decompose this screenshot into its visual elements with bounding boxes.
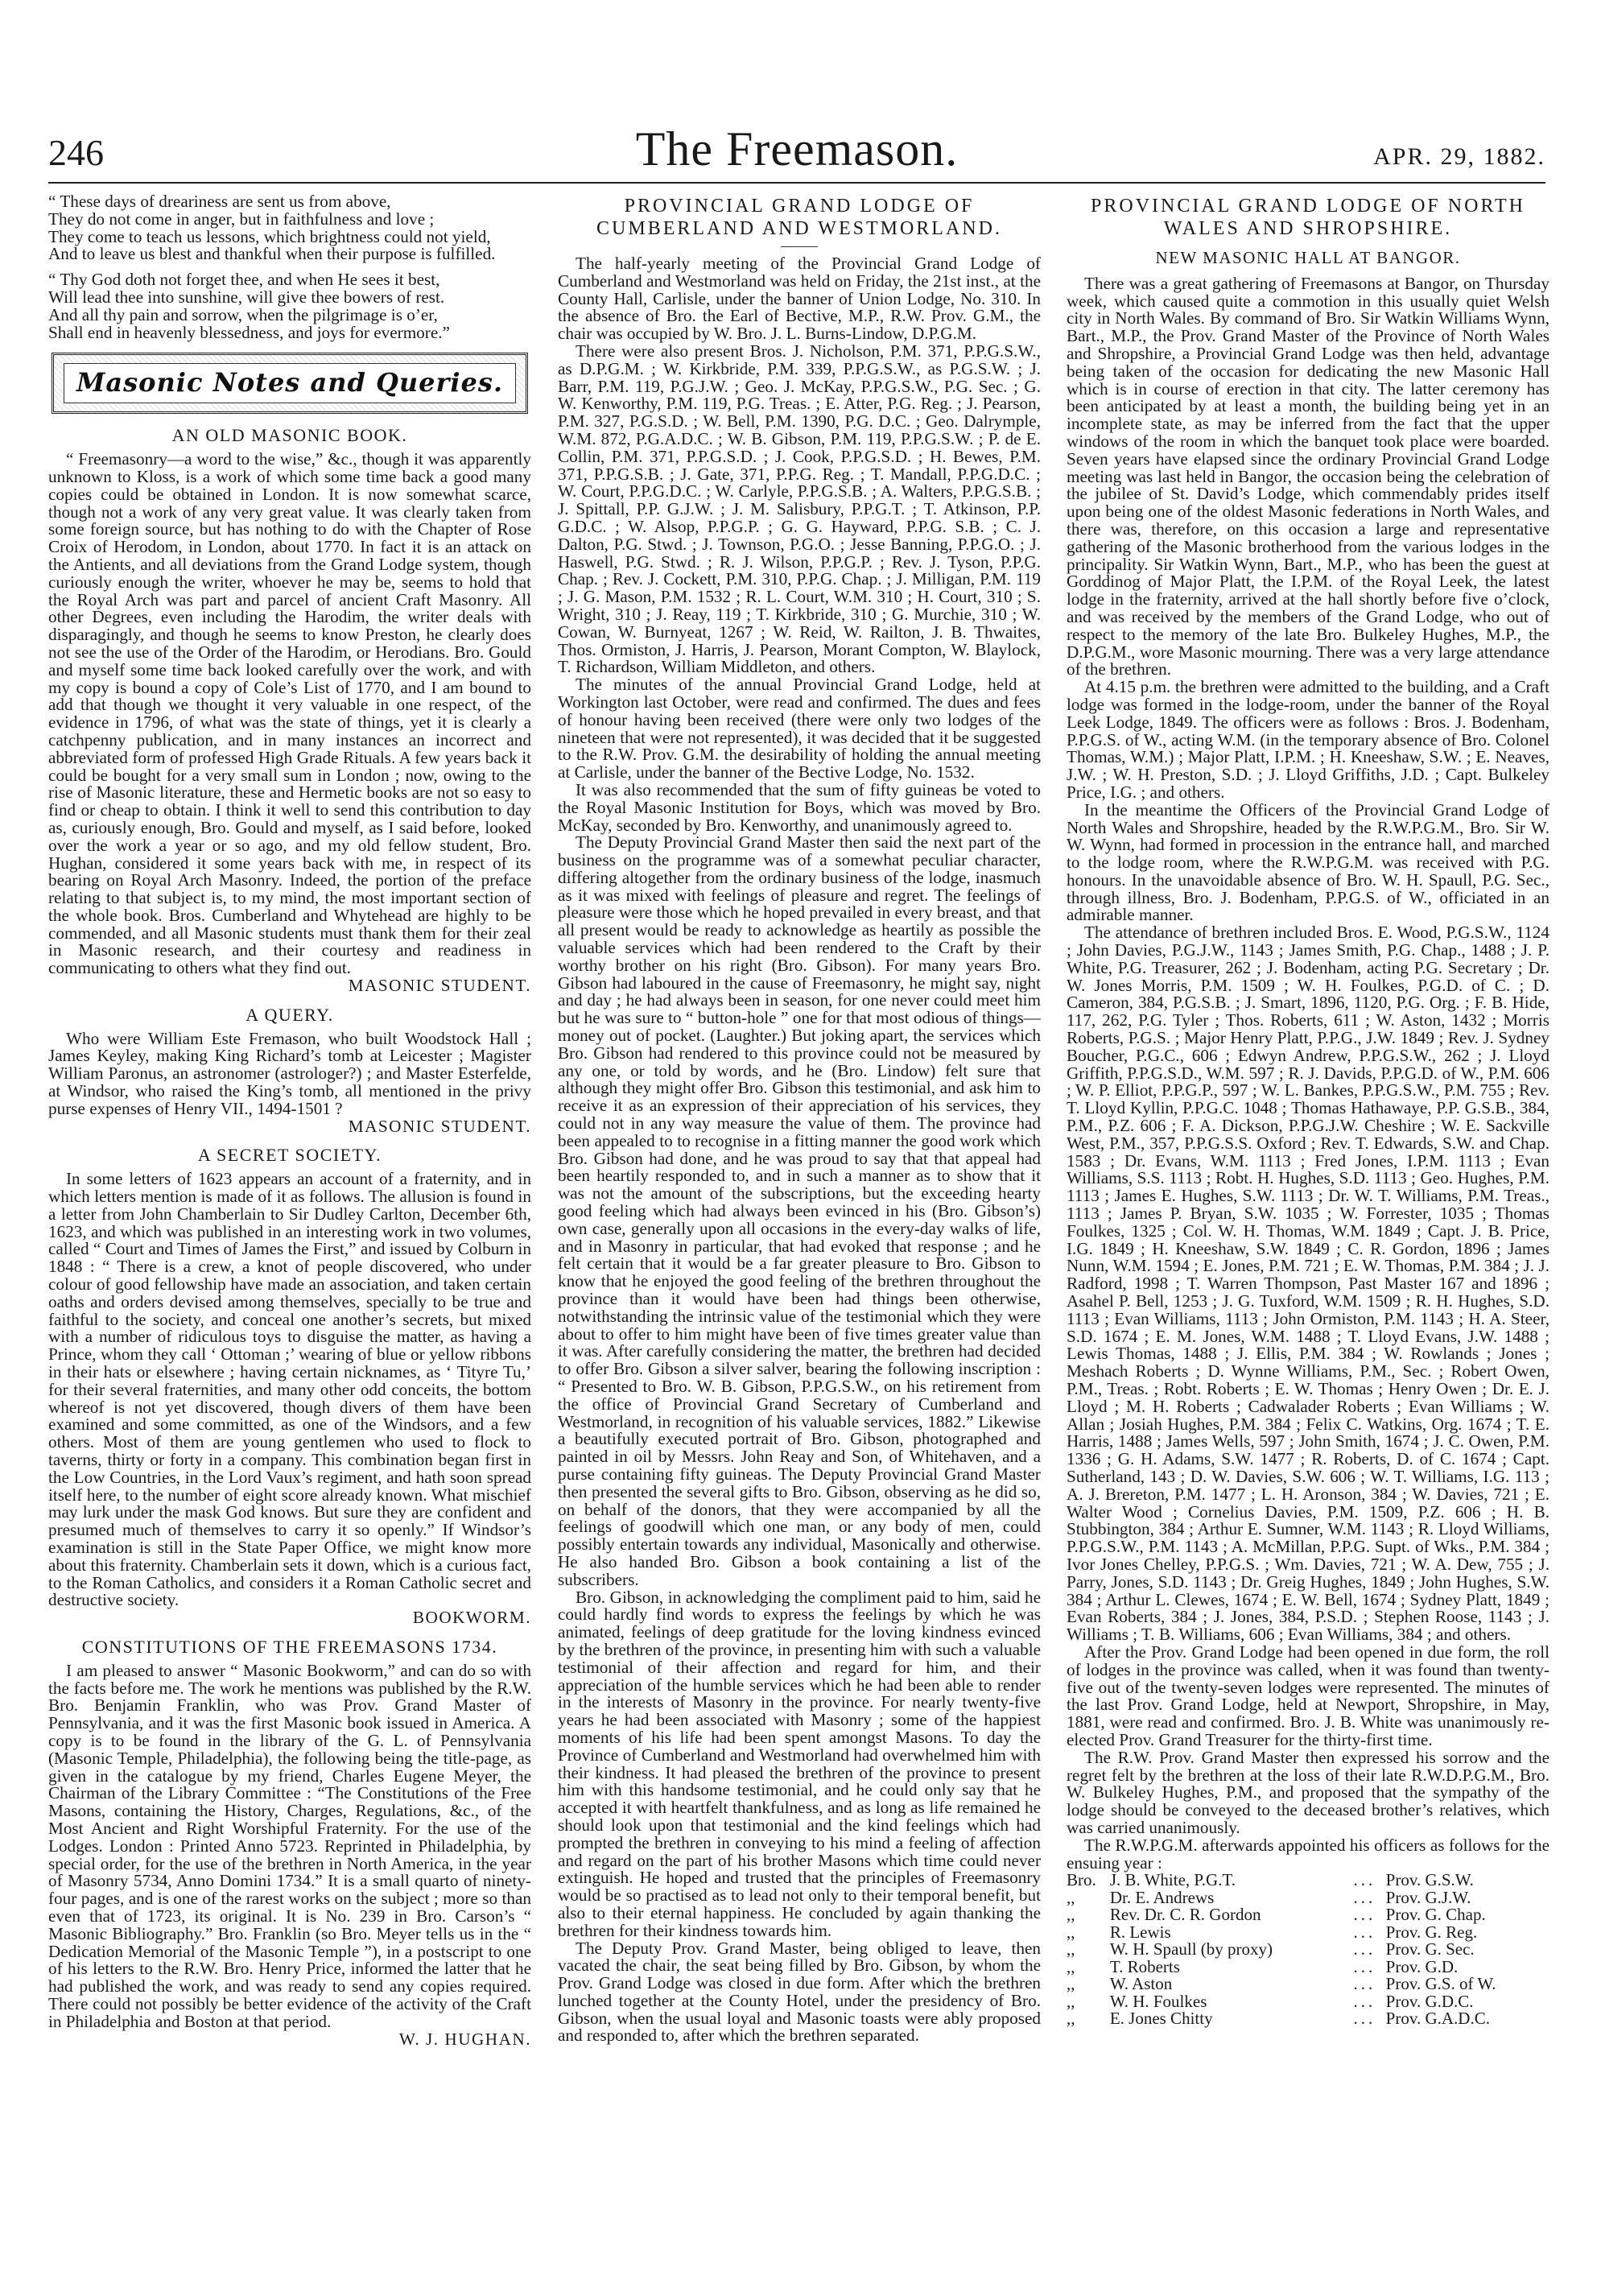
article-paragraph: There was a great gathering of Freemasons at Bangor, on Thursday week, which caused quite a commotion in this usually quiet Welsh city in North Wales. By command of Bro. Sir Watkin Williams Wynn, Bart., M.P., the Prov. Grand Master of the Province of North Wales and Shropshire, a Provincial Grand Lodge was then held, advantage being taken of the occasion for dedicating the new Masonic Hall which is in course of erection in that city. The latter ceremony has been anticipated by at least a month, the building being yet in an incomplete state, as may be inferred from the fact that the upper windows of the room in which the banquet took place were boarded. Seven years have elapsed since the ordinary Provincial Grand Lodge meeting was last held in Bangor, the occasion being the celebration of the jubilee of St. David’s Lodge, which commendably prides itself upon being one of the oldest Masonic federations in North Wales, and there was, therefore, on this occasion a large and representative gathering of the Masonic brotherhood from the various lodges in the principality. Sir Watkin Wynn, Bart., M.P., who has been the guest at Gorddinog of Major Platt, the I.P.M. of the Royal Leek, the latest lodge in the fraternity, arrived at the hall shortly before five o’clock, and was received by the members of the Grand Lodge, who out of respect to the memory of the late Bro. Bulkeley Hughes, M.P., the D.P.G.M., wore Masonic mourning. There was a very large attendance of the brethren. xyxy=(1067,273,1549,679)
officer-office: Prov. G. Reg. xyxy=(1385,1922,1478,1942)
article-heading: PROVINCIAL GRAND LODGE OF CUMBERLAND AND WESTMORLAND. xyxy=(596,196,1002,239)
poem-line: And all thy pain and sorrow, when the pilgrimage is o’er, xyxy=(48,304,438,324)
officer-office: Prov. G.D. xyxy=(1385,1956,1459,1976)
officer-office: Prov. G. Chap. xyxy=(1385,1905,1486,1925)
article-paragraph: The attendance of brethren included Bros. E. Wood, P.G.S.W., 1124 ; John Davies, P.G.J.W., 1143 ; James Smith, P.G. Chap., 1488 ; J. P. White, P.G. Treasurer, 262 ; J. Bodenham, acting P.G. Secretary ; Dr. W. Jones Morris, P.M. 1509 ; W. H. Foulkes, P.G.D. of C. ; D. Cameron, 384, P.G.S.B. ; J. Smart, 1896, 1120, P.G. Org. ; F. B. Hide, 117, 262, P.G. Tyler ; Thos. Roberts, 611 ; W. Aston, 1432 ; Morris Roberts, P.G.S. ; Major Henry Platt, P.P.G., J.W. 1849 ; Rev. J. Sydney Boucher, P.G.C., 606 ; Edwyn Andrew, P.P.G.S.W., 262 ; J. Lloyd Griffith, P.P.G.S.D., W.M. 597 ; R. J. Davids, P.P.G.D. of W., P.M. 606 ; W. P. Elliot, P.P.G.P., 597 ; W. L. Bankes, P.P.G.S.W., P.M. 755 ; Rev. T. Lloyd Kyllin, P.P.G.C. 1048 ; Thomas Hathawaye, P.P. G.S.B., 384, P.M., P.Z. 606 ; F. A. Dickson, P.P.G.J.W. Cheshire ; W. E. Sackville West, P.M., 357, P.P.G.S.S. Oxford ; Rev. T. Edwards, S.W. and Chap. 1583 ; Dr. Evans, W.M. 1113 ; Fred Jones, I.P.M. 1113 ; Evan Williams, S.S. 1113 ; Robt. H. Hughes, S.D. 1113 ; Geo. Hughes, P.M. 1113 ; James E. Hughes, S.W. 1113 ; Dr. W. T. Williams, P.M. Treas., 1113 ; James P. Bryan, S.W. 1035 ; W. Forrester, 1035 ; Thomas Foulkes, 1325 ; Col. W. H. Thomas, W.M. 1849 ; Capt. J. B. Price, I.G. 1849 ; H. Kneeshaw, S.W. 1849 ; C. R. Gordon, 1896 ; James Nunn, W.M. 1594 ; E. Jones, P.M. 721 ; E. W. Thomas, P.M. 384 ; J. J. Radford, 1998 ; T. Warren Thompson, Past Master 167 and 1896 ; Asahel P. Bell, 1253 ; J. G. Tuxford, W.M. 1509 ; R. H. Hughes, S.D. 1113 ; Evan Williams, 1113 ; John Ormiston, P.M. 1143 ; H. A. Steer, S.D. 1674 ; E. M. Jones, W.M. 1488 ; T. Lloyd Evans, J.W. 1488 ; Lewis Thomas, 1488 ; J. Ellis, P.M. 384 ; W. Rowlands ; Jones ; Meshach Roberts ; D. Wynne Williams, P.M., Sec. ; Robert Owen, P.M., Treas. ; Robt. Roberts ; E. W. Thomas ; Henry Owen ; Dr. E. J. Lloyd ; M. H. Roberts ; Cadwalader Roberts ; Evan Williams ; W. Allan ; Josiah Hughes, P.M. 384 ; Felix C. Watkins, Org. 1674 ; T. E. Harris, 1488 ; James Wells, 597 ; John Smith, 1674 ; J. C. Owen, P.M. 1336 ; G. H. Adams, S.W. 1477 ; R. Roberts, D. of C. 1674 ; Capt. Sutherland, 143 ; D. W. Davies, S.W. 606 ; W. T. Williams, I.G. 113 ; A. J. Brereton, P.M. 1477 ; L. H. Aronson, 384 ; W. Davies, 721 ; E. Walter Wood ; Cornelius Davies, P.M. 1509, P.Z. 606 ; H. B. Stubbington, 384 ; Arthur E. Sumner, W.M. 1143 ; R. Lloyd Williams, P.P.G.S.W., P.M. 1143 ; A. McMillan, P.P.G. Supt. of Wks., P.M. 384 ; Ivor Jones Chelley, P.P.G.S. ; Wm. Davies, 721 ; W. A. Dew, 755 ; J. Parry, Jones, S.D. 1143 ; Dr. Greig Hughes, 1849 ; John Hughes, S.W. 384 ; Arthur L. Clewes, 1674 ; E. W. Bell, 1674 ; Sydney Platt, 1849 ; Evan Roberts, 384 ; J. Jones, 384, P.S.D. ; Stephen Roose, 1143 ; J. Williams ; T. B. Williams, 606 ; Evan Williams, 384 ; and others. xyxy=(1067,923,1549,1645)
article-heading: A SECRET SOCIETY. xyxy=(197,1145,382,1166)
article-heading: CONSTITUTIONS OF THE FREEMASONS 1734. xyxy=(81,1636,498,1657)
column-2 xyxy=(558,193,1041,2254)
table-row: ,, Rev. Dr. C. R. Gordon ... Prov. G. Chap. xyxy=(1067,1906,1549,1924)
article-paragraph: The minutes of the annual Provincial Grand Lodge, held at Workington last October, were read and confirmed. The dues and fees of honour having been received (there were only two lodges of the nineteen that were not represented), it was decided that it be suggested to the R.W. Prov. G.M. the desirability of holding the annual meeting at Carlisle, under the banner of the Bective Lodge, No. 1532. xyxy=(558,675,1041,783)
article-paragraph: After the Prov. Grand Lodge had been opened in due form, the roll of lodges in the province was called, when it was found than twenty-five out of the twenty-seven lodges were represented. The minutes of the last Prov. Grand Lodge, held at Newport, Shropshire, in May, 1881, were read and confirmed. Bro. J. B. White was unanimously re-elected Prov. Grand Treasurer for the thirty-first time. xyxy=(1067,1641,1549,1749)
column-1 xyxy=(48,193,531,2254)
table-row: ,, T. Roberts ... Prov. G.D. xyxy=(1067,1959,1549,1976)
article-paragraph: At 4.15 p.m. the brethren were admitted to the building, and a Craft lodge was formed in the lodge-room, under the banner of the Royal Leek Lodge, 1849. The officers were as follows : Bros. J. Bodenham, P.P.G.S. of W., acting W.M. (in the temporary absence of Bro. Colonel Thomas, W.M.) ; Major Platt, I.P.M. ; H. Kneeshaw, S.W. ; E. Neaves, J.W. ; W. H. Preston, S.D. ; J. Lloyd Griffiths, J.D. ; Capt. Bulkeley Price, I.G. ; and others. xyxy=(1067,677,1549,802)
article-paragraph: The half-yearly meeting of the Provincial Grand Lodge of Cumberland and Westmorland was held on Friday, the 21st inst., at the County Hall, Carlisle, under the banner of Union Lodge, No. 310. In the absence of Bro. the Earl of Bective, M.P., R.W. Prov. G.M., the chair was occupied by W. Bro. J. L. Burns-Lindow, D.P.G.M. xyxy=(558,254,1041,344)
officer-prefix: ,, xyxy=(1067,1887,1075,1907)
divider xyxy=(781,246,818,247)
officer-prefix: ,, xyxy=(1067,1991,1075,2011)
signature: W. J. HUGHAN. xyxy=(398,2029,531,2049)
officer-name: J. B. White, P.G.T. xyxy=(1109,1870,1236,1890)
officer-name: W. H. Foulkes xyxy=(1109,1991,1207,2011)
newspaper-title: The Freemason. xyxy=(635,122,959,176)
article-paragraph: The R.W. Prov. Grand Master then expressed his sorrow and the regret felt by the brethren at the loss of their late R.W.D.P.G.M., Bro. W. Bulkeley Hughes, P.M., and proposed that the sympathy of the lodge should be conveyed to the deceased brother’s relatives, which was carried unanimously. xyxy=(1067,1747,1549,1837)
article-paragraph: The Deputy Provincial Grand Master then said the next part of the business on the programme was of a somewhat peculiar character, differing altogether from the ordinary business of the lodge, inasmuch as it was mixed with feelings of pleasure and regret. The feelings of pleasure were those which he hoped prevailed in every breast, and that all present would be ready to acknowledge as heartily as possible the valuable services which had been rendered to the Craft by their worthy brother on his right (Bro. Gibson). For many years Bro. Gibson had laboured in the cause of Freemasonry, he might say, night and day ; he had always been in season, for one never could meet him but he was sure to “ button-hole ” one for that most odious of things—money out of pocket. (Laughter.) But joking apart, the services which Bro. Gibson had rendered to this province could not be measured by any one, or told by words, and he (Bro. Lindow) felt sure that although they might offer Bro. Gibson this testimonial, and ask him to receive it as an expression of their appreciation of his services, they could not in any way measure the value of them. The province had been appealed to to recognise in a fitting manner the good work which Bro. Gibson had done, and he was proud to say that that appeal had been heartily responded to, and in such a manner as to show that it was not the amount of the subscriptions, but the exceeding hearty good feeling which had always been evinced in his (Bro. Gibson’s) own case, generally upon all occasions in the every-day walks of life, and in Masonry in particular, that had evoked that response ; and he felt certain that it would be a far greater pleasure to Bro. Gibson to know that he enjoyed the good feeling of the brethren throughout the province than it would have been had things been otherwise, notwithstanding the intrinsic value of the testimonial which they were about to offer to him might have been of five times greater value than it was. After carefully considering the matter, the brethren had decided to offer Bro. Gibson a silver salver, bearing the following inscription : “ Presented to Bro. W. B. Gibson, P.P.G.S.W., on his retirement from the office of Provincial Grand Secretary of Cumberland and Westmorland, in recognition of his valuable services, 1882.” Likewise a beautifully executed portrait of Bro. Gibson, photographed and painted in oil by Messrs. John Reay and Son, of Whitehaven, and a purse containing fifty guineas. The Deputy Provincial Grand Master then presented the several gifts to Bro. Gibson, observing as he did so, on behalf of the donors, that they were accompanied by all the feelings of goodwill which one man, or any body of men, could possibly entertain towards any individual, Masonically and otherwise. He also handed Bro. Gibson a book containing a list of the subscribers. xyxy=(558,832,1041,1589)
officer-name: E. Jones Chitty xyxy=(1109,2009,1213,2029)
article-paragraph: In the meantime the Officers of the Provincial Grand Lodge of North Wales and Shropshire, headed by the R.W.P.G.M., Bro. Sir W. W. Wynn, had formed in procession in the entrance hall, and marched to the lodge room, where the R.W.P.G.M. was received with P.G. honours. In the unavoidable absence of Bro. W. H. Spaull, P.G. Sec., through illness, Bro. J. Bodenham, P.P.G.S. of W., officiated in an admirable manner. xyxy=(1067,799,1549,925)
officers-table xyxy=(1067,1872,1549,2028)
poem-line: “ These days of dreariness are sent us from above, xyxy=(48,193,391,211)
poem xyxy=(48,193,531,341)
signature: MASONIC STUDENT. xyxy=(348,976,531,996)
article-paragraph: The Deputy Prov. Grand Master, being obliged to leave, then vacated the chair, the seat being filled by Bro. Gibson, by whom the Prov. Grand Lodge was closed in due form. After which the brethren lunched together at the County Hotel, under the presidency of Bro. Gibson, when the usual loyal and Masonic toasts were ably proposed and responded to, after which the brethren separated. xyxy=(558,1938,1041,2046)
article-heading: AN OLD MASONIC BOOK. xyxy=(171,425,408,446)
column-3 xyxy=(1067,193,1549,2254)
table-row: ,, Dr. E. Andrews ... Prov. G.J.W. xyxy=(1067,1889,1549,1907)
officer-prefix: ,, xyxy=(1067,2009,1075,2029)
issue-date: APR. 29, 1882. xyxy=(1373,143,1545,170)
table-row: ,, R. Lewis ... Prov. G. Reg. xyxy=(1067,1924,1549,1942)
article-subheading: NEW MASONIC HALL AT BANGOR. xyxy=(1155,248,1461,267)
article-paragraph: It was also recommended that the sum of fifty guineas be voted to the Royal Masonic Institution for Boys, which was moved by Bro. McKay, seconded by Bro. Kenworthy, and unanimously agreed to. xyxy=(558,779,1041,835)
table-row: ,, W. H. Foulkes ... Prov. G.D.C. xyxy=(1067,1993,1549,2011)
officer-name: Dr. E. Andrews xyxy=(1109,1887,1215,1907)
poem-line: They come to teach us lessons, which brightness could not yield, xyxy=(48,226,491,246)
table-row: ,, E. Jones Chitty ... Prov. G.A.D.C. xyxy=(1067,2010,1549,2028)
poem-line: And to leave us blest and thankful when their purpose is fulfilled. xyxy=(48,244,496,264)
poem-line: Will lead thee into sunshine, will give thee bowers of rest. xyxy=(48,287,445,307)
article-paragraph: Bro. Gibson, in acknowledging the compliment paid to him, said he could hardly find words to express the feelings by which he was animated, feelings of deep gratitude for the loving kindness evinced by the brethren of the province, in presenting him with such a valuable testimonial of their affection and regard for him, and their appreciation of the humble services which he had been able to render in the interests of Masonry in the province. For nearly twenty-five years he had been associated with Masonry ; some of the happiest moments of his life had been spent amongst Masons. To day the Province of Cumberland and Westmorland had overwhelmed him with their kindness. It had pleased the brethren of the province to present him with this handsome testimonial, and he could only say that he accepted it with heartfelt thankfulness, and as long as life remained he should look upon that testimonial and the kind feelings which had prompted the brethren in conveying to his mind a feeling of affection and regard on the part of his brother Masons which time could never extinguish. He hoped and trusted that the principles of Freemasonry would be so practised as to lead not only to their temporal benefit, but also to their eternal happiness. He concluded by again thanking the brethren for their kindness towards him. xyxy=(558,1587,1041,1940)
officer-office: Prov. G.S.W. xyxy=(1385,1870,1474,1890)
article-paragraph: The R.W.P.G.M. afterwards appointed his officers as follows for the ensuing year : xyxy=(1067,1835,1549,1873)
poem-line: “ Thy God doth not forget thee, and when He sees it best, xyxy=(48,270,440,290)
article-paragraph: In some letters of 1623 appears an account of a fraternity, and in which letters mention is made of it as follows. The allusion is found in a letter from John Chamberlain to Sir Dudley Carlton, December 6th, 1623, and which was published in an interesting work in two volumes, called “ Court and Times of James the First,” and issued by Colburn in 1848 : “ There is a crew, a knot of people discovered, who under colour of good fellowship have made an association, and taken certain oaths and orders devised among themselves, specially to be true and faithful to the society, and conceal one another’s secrets, but mixed with a number of ridiculous toys to disguise the matter, as having a Prince, whom they call ‘ Ottoman ;’ wearing of blue or yellow ribbons in their hats or elsewhere ; having certain nicknames, as ‘ Tityre Tu,’ for their several fraternities, and many other odd conceits, the bottom whereof is not yet discovered, though divers of them have been examined and some committed, as one of the Windsors, and a few others. Most of them are young gentlemen who used to flock to taverns, thirty or forty in a company. This combination began first in the Low Countries, in the Lord Vaux’s regiment, and hath soon spread itself here, to the number of eight score already known. What mischief may lurk under the mask God knows. But sure they are confident and presumed much of themselves to carry it so openly.” If Windsor’s examination is still in the State Paper Office, we might know more about this fraternity. Chamberlain sets it down, which is a curious fact, to the Roman Catholics, and considers it a Roman Catholic secret and destructive society. xyxy=(48,1169,531,1610)
article-paragraph: There were also present Bros. J. Nicholson, P.M. 371, P.P.G.S.W., as D.P.G.M. ; W. Kirkbride, P.M. 339, P.P.G.S.W., as P.G.S.W. ; J. Barr, P.M. 119, P.G.J.W. ; Geo. J. McKay, P.P.G.S.W., P.G. Sec. ; G. W. Kenworthy, P.M. 119, P.G. Treas. ; E. Atter, P.G. Reg. ; J. Pearson, P.M. 327, P.G.S.D. ; W. Bell, P.M. 1390, P.G. D.C. ; Geo. Dalrymple, W.M. 872, P.G.A.D.C. ; W. B. Gibson, P.M. 119, P.P.G.S.W. ; P. de E. Collin, P.M. 371, P.P.G.S.D. ; J. Cook, P.P.G.S.D. ; H. Bewes, P.M. 371, P.P.G.S.B. ; J. Gate, 371, P.P.G. Reg. ; T. Mandall, P.P.G.D.C. ; W. Court, P.P.G.D.C. ; W. Carlyle, P.P.G.S.B. ; A. Walters, P.P.G.S.B. ; J. Spittall, P.P. G.J.W. ; J. M. Salisbury, P.P.G.T. ; T. Atkinson, P.P. G.D.C. ; W. Alsop, P.P.G.P. ; G. G. Hayward, P.P.G. S.B. ; C. J. Dalton, P.G. Stwd. ; J. Townson, P.G.O. ; Jesse Banning, P.P.G.O. ; J. Haswell, P.G. Stwd. ; R. J. Wilson, P.P.G.P. ; Rev. J. Tyson, P.P.G. Chap. ; Rev. J. Cockett, P.M. 310, P.P.G. Chap. ; J. Milligan, P.M. 119 ; J. G. Mason, P.M. 1532 ; R. L. Court, W.M. 310 ; H. Court, 310 ; S. Wright, 310 ; J. Reay, 119 ; T. Kirkbride, 310 ; G. Murchie, 310 ; W. Cowan, W. Burnyeat, 1267 ; W. Reid, W. Railton, J. B. Thwaites, Thos. Ormiston, J. Harris, J. Pearson, Morant Compton, W. Blaylock, T. Richardson, William Middleton, and others. xyxy=(558,341,1041,677)
officer-office: Prov. G.J.W. xyxy=(1385,1887,1471,1907)
officer-office: Prov. G. Sec. xyxy=(1385,1939,1475,1959)
table-row: ,, W. Aston ... Prov. G.S. of W. xyxy=(1067,1976,1549,1993)
officer-prefix: ,, xyxy=(1067,1974,1075,1994)
table-row: Bro. J. B. White, P.G.T. ... Prov. G.S.W. xyxy=(1067,1872,1549,1889)
table-row: ,, W. H. Spaull (by proxy) ... Prov. G. Sec. xyxy=(1067,1941,1549,1959)
poem-line: Shall end in heavenly blessedness, and joys for evermore.” xyxy=(48,322,450,342)
officer-prefix: ,, xyxy=(1067,1956,1075,1976)
officer-office: Prov. G.A.D.C. xyxy=(1385,2009,1490,2029)
signature: MASONIC STUDENT. xyxy=(348,1116,531,1136)
officer-office: Prov. G.S. of W. xyxy=(1385,1974,1496,1994)
article-heading: PROVINCIAL GRAND LODGE OF NORTH WALES AND SHROPSHIRE. xyxy=(1091,196,1525,239)
article-paragraph: Who were William Este Fremason, who built Woodstock Hall ; James Keyley, making King Richard’s tomb at Leicester ; Magister William Paronus, an astronomer (astrologer?) ; and Master Esterfelde, at Windsor, who raised the King’s tomb, all mentioned in the privy purse expenses of Henry VII., 1494-1501 ? xyxy=(48,1028,531,1118)
officer-prefix: ,, xyxy=(1067,1939,1075,1959)
banner-title: Masonic Notes and Queries. xyxy=(76,367,503,398)
header-rule xyxy=(48,182,1545,184)
page-number: 246 xyxy=(48,132,104,173)
section-banner xyxy=(52,353,528,414)
officer-prefix: Bro. xyxy=(1067,1870,1096,1890)
officer-prefix: ,, xyxy=(1067,1905,1075,1925)
article-paragraph: I am pleased to answer “ Masonic Bookworm,” and can do so with the facts before me. The work he mentions was published by the R.W. Bro. Benjamin Franklin, who was Prov. Grand Master of Pennsylvania, and it was the first Masonic book issued in America. A copy is to be found in the library of the G. L. of Pennsylvania (Masonic Temple, Philadelphia), the following being the title-page, as given in the catalogue by my friend, Charles Eugene Meyer, the Chairman of the Library Committee : “The Constitutions of the Free Masons, containing the History, Charges, Regulations, &c., of the Most Ancient and Right Worshipful Fraternity. For the use of the Lodges. London : Printed Anno 5723. Reprinted in Philadelphia, by special order, for the use of the brethren in North America, in the year of Masonry 5734, Anno Domini 1734.” It is a small quarto of ninety-four pages, and is one of the rarest works on the subject ; more so than even that of 1723, its original. It is No. 239 in Bro. Carson’s “ Masonic Bibliography.” Bro. Franklin (so Bro. Meyer tells us in the “ Dedication Memorial of the Masonic Temple ”), in a postscript to one of his letters to the R.W. Bro. Henry Price, informed the latter that he had published the work, and was ready to send any copies required. There could not possibly be better evidence of the activity of the Craft in Philadelphia and Boston at that period. xyxy=(48,1660,531,2031)
signature: BOOKWORM. xyxy=(412,1608,531,1628)
poem-line: They do not come in anger, but in faithfulness and love ; xyxy=(48,209,435,229)
officer-name: R. Lewis xyxy=(1109,1922,1171,1942)
officer-office: Prov. G.D.C. xyxy=(1385,1991,1474,2011)
officer-name: W. H. Spaull (by proxy) xyxy=(1109,1939,1273,1959)
officer-prefix: ,, xyxy=(1067,1922,1075,1942)
officer-name: T. Roberts xyxy=(1109,1956,1180,1976)
officer-name: W. Aston xyxy=(1109,1974,1173,1994)
article-heading: A QUERY. xyxy=(246,1004,334,1025)
officer-name: Rev. Dr. C. R. Gordon xyxy=(1109,1905,1261,1925)
article-paragraph: “ Freemasonry—a word to the wise,” &c., though it was apparently unknown to Kloss, is a work of which some time back a good many copies could be obtained in London. It is now somewhat scarce, though not a work of any very great value. It was clearly taken from some foreign source, but has nothing to do with the Chapter of Rose Croix of Herodom, in London, about 1770. In fact it is an attack on the Antients, and all deviations from the Grand Lodge system, though curiously enough the writer, whoever he may be, seems to hold that the Royal Arch was part and parcel of ancient Craft Masonry. All other Degrees, even including the Harodim, the writer deals with disparagingly, and though he seems to know Preston, he clearly does not see the use of the Order of the Harodim, or Herodians. Bro. Gould and myself some time back looked carefully over the work, and with my copy is bound a copy of Cole’s List of 1770, and I am bound to add that though we thought it very valuable in one respect, of the evidence in 1796, of what was the state of things, yet it is clearly a catchpenny publication, and in many instances an incorrect and abbreviated form of professed High Grade Rituals. A few years back it could be bought for a very small sum in London ; now, owing to the rise of Masonic literature, these and Hermetic books are not so easy to find or cheap to obtain. I think it well to send this contribution to day as, curiously enough, Bro. Gould and myself, as I said before, looked over the work a year or so ago, and my old fellow student, Bro. Hughan, considered it some years back with me, in respect of its bearing on Royal Arch Masonry. Indeed, the portion of the preface relating to that subject is, to my mind, the most important section of the whole book. Bros. Cumberland and Whytehead are highly to be commended, and all Masonic students must thank them for their zeal in Masonic research, and their courtesy and readiness in communicating to others what they find out. xyxy=(48,449,531,978)
masthead xyxy=(48,121,1545,177)
